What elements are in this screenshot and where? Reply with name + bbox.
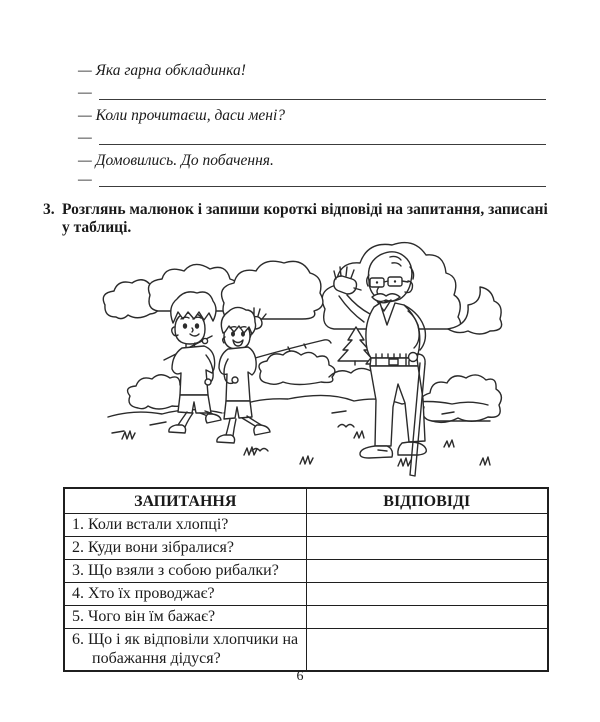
dialogue-line: — Домовились. До побачення. bbox=[78, 152, 274, 169]
question-cell: 4. Хто їх проводжає? bbox=[64, 583, 306, 606]
write-in-row bbox=[78, 169, 546, 187]
dialogue-line: — Яка гарна обкладинка! bbox=[78, 62, 246, 79]
task-heading bbox=[43, 201, 549, 236]
table-row bbox=[64, 583, 548, 606]
table-row bbox=[64, 514, 548, 537]
question-cell: 5. Чого він їм бажає? bbox=[64, 606, 306, 629]
column-header-questions: ЗАПИТАННЯ bbox=[64, 488, 306, 514]
grandfather-waving bbox=[334, 252, 426, 476]
table-row bbox=[64, 537, 548, 560]
answer-cell[interactable] bbox=[306, 629, 548, 672]
answer-cell[interactable] bbox=[306, 583, 548, 606]
column-header-answers: ВІДПОВІДІ bbox=[306, 488, 548, 514]
question-cell: 1. Коли встали хлопці? bbox=[64, 514, 306, 537]
answer-blank-line[interactable] bbox=[99, 126, 546, 145]
answer-cell[interactable] bbox=[306, 514, 548, 537]
table-header-row bbox=[64, 488, 548, 514]
answer-cell[interactable] bbox=[306, 537, 548, 560]
illustration bbox=[92, 237, 516, 484]
answer-cell[interactable] bbox=[306, 606, 548, 629]
dialogue-dash: — bbox=[78, 84, 92, 101]
write-in-row bbox=[78, 127, 546, 145]
dialogue-dash: — bbox=[78, 171, 92, 188]
clouds-background bbox=[103, 243, 501, 334]
dialogue-dash: — bbox=[78, 129, 92, 146]
question-cell: 6. Що і як відповіли хлопчики на побажання дідуся? bbox=[64, 629, 306, 672]
answer-cell[interactable] bbox=[306, 560, 548, 583]
question-answer-table bbox=[63, 487, 549, 672]
dialogue-line: — Коли прочитаєш, даси мені? bbox=[78, 107, 286, 124]
page-number: 6 bbox=[296, 669, 304, 684]
task-number: 3. bbox=[43, 201, 55, 218]
scene-illustration bbox=[92, 237, 516, 484]
table-row bbox=[64, 629, 548, 672]
question-cell: 2. Куди вони зібралися? bbox=[64, 537, 306, 560]
answer-blank-line[interactable] bbox=[99, 81, 546, 100]
question-cell: 3. Що взяли з собою рибалки? bbox=[64, 560, 306, 583]
write-in-row bbox=[78, 82, 546, 100]
answer-blank-line[interactable] bbox=[99, 168, 546, 187]
table-row bbox=[64, 560, 548, 583]
task-text: Розглянь малюнок і запиши короткі відповіді на запитання, записані у таблиці. bbox=[62, 201, 548, 236]
table-row bbox=[64, 606, 548, 629]
